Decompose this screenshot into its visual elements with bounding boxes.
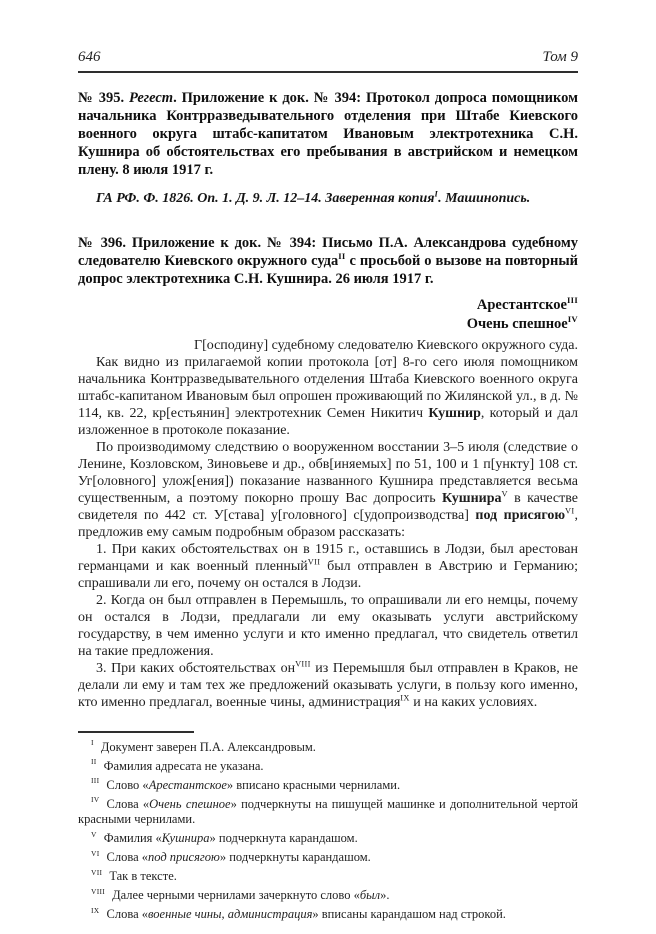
- text-segment: № 396. Приложение к док. № 394: Письмо П.А. Александрова судебному следователю Киевского окружного суда: [78, 235, 578, 269]
- footnote-marker: VII: [91, 867, 103, 877]
- text-segment: 2. Когда он был отправлен в Перемышль, то опрашивали ли его немцы, почему он остался в Лодзи, предлагали ли ему оказывать услуги австрийскому государству, в чем именно услуги и кто именно предлагал, что свидетель ответил на такие предложения.: [78, 593, 578, 659]
- text-segment: » вписаны карандашом над строкой.: [312, 907, 506, 921]
- body-paragraph: [78, 541, 578, 592]
- volume-label: Том 9: [542, 49, 578, 65]
- text-segment: из Перемышля был отправлен в Краков, не делали ли ему и там тех же предложений оказывать услуги, в пользу кого именно, кто именно предлагал, военные чины, администрация: [78, 661, 578, 710]
- text-segment: Слова «: [106, 907, 149, 921]
- running-head: [78, 48, 578, 66]
- text-segment: Регест: [128, 90, 174, 106]
- footnote: [78, 850, 578, 866]
- footnote-ref: I: [434, 189, 439, 199]
- footnote-ref: V: [501, 489, 508, 499]
- text-segment: с просьбой о вызове на повторный допрос электротехника С.Н. Кушнира. 26 июля 1917 г.: [78, 253, 578, 287]
- text-segment: Кушнир: [428, 406, 481, 421]
- text-segment: По производимому следствию о вооруженном восстании 3–5 июля (следствие о Ленине, Козловском, Зиновьеве и др., обв[иняемых] по 51, 100 и 1 п[ункту] 108 ст. Уг[оловного] улож[ения]) показание названного Кушнира представляется весьма существенным, а поэтому покорно прошу Вас допросить: [78, 440, 578, 506]
- text-segment: 3. При каких обстоятельствах он: [96, 661, 296, 676]
- footnote: [78, 740, 578, 756]
- doc-395-entry: [78, 89, 578, 207]
- footnote: [78, 831, 578, 847]
- doc-395-title: [78, 89, 578, 179]
- text-segment: Документ заверен П.А. Александровым.: [100, 739, 316, 754]
- text-segment: , который и дал изложенное в протоколе показание.: [78, 406, 578, 438]
- body-paragraph: [78, 660, 578, 711]
- footnote-marker: III: [91, 776, 100, 786]
- footnote-ref: III: [566, 295, 578, 306]
- text-segment: в качестве свидетеля по 442 ст. У[става] у[головного] с[удопроизводства]: [78, 491, 578, 523]
- text-segment: Очень спешное: [149, 796, 231, 811]
- body-paragraph: [78, 337, 578, 354]
- text-segment: Слово «: [106, 777, 149, 792]
- text-segment: военные чины, администрация: [148, 907, 313, 921]
- footnote: [78, 907, 578, 923]
- text-segment: 1. При каких обстоятельствах он в 1915 г., оставшись в Лодзи, был арестован германцами и как военный пленный: [78, 542, 578, 574]
- body-paragraph: [78, 354, 578, 439]
- footnote-marker: I: [91, 738, 94, 748]
- stamp-line: [78, 296, 578, 315]
- text-segment: Слова «: [106, 850, 149, 864]
- footnote-marker: V: [91, 829, 97, 839]
- text-segment: » подчеркнуты карандашом.: [219, 850, 371, 864]
- text-segment: Далее черными чернилами зачеркнуто слово «: [112, 888, 360, 902]
- footnote-marker: II: [91, 757, 97, 767]
- footnote: [78, 759, 578, 775]
- footnote-marker: IV: [91, 795, 100, 805]
- text-segment: ».: [380, 888, 390, 902]
- footnote-ref: IX: [400, 693, 410, 703]
- text-segment: Фамилия адресата не указана.: [103, 758, 264, 773]
- doc-396-entry: [78, 234, 578, 711]
- text-segment: под присягою: [148, 850, 220, 864]
- text-segment: Кушнира: [441, 491, 502, 506]
- text-segment: . Машинопись.: [438, 191, 531, 206]
- footnotes-list: [78, 740, 578, 923]
- text-segment: под присягою: [475, 508, 566, 523]
- text-segment: Так в тексте.: [109, 869, 177, 883]
- body-paragraph: [78, 592, 578, 660]
- text-segment: и на каких условиях.: [409, 695, 538, 710]
- letter-body: [78, 337, 578, 711]
- text-segment: . Приложение к док. № 394: Протокол допроса помощником начальника Контрразведывательного отделения при Штабе Киевского военного округа штабс-капитатом Ивановым электротехника С.Н. Кушнира об обстоятельствах его пребывания в австрийском и немецком плену. 8 июля 1917 г.: [78, 90, 579, 178]
- footnote: [78, 797, 578, 828]
- text-segment: был отправлен в Австрию и Германию; спрашивали ли его, почему он остался в Лодзи.: [78, 559, 579, 591]
- text-segment: Очень спешное: [466, 316, 568, 332]
- text-segment: Кушнира: [161, 831, 210, 845]
- text-segment: Арестантское: [476, 297, 567, 313]
- text-segment: Слова «: [106, 796, 150, 811]
- footnote: [78, 869, 578, 885]
- doc-395-archive-ref: [78, 190, 578, 207]
- text-segment: ГА РФ. Ф. 1826. Оп. 1. Д. 9. Л. 12–14. Заверенная копия: [96, 191, 435, 206]
- text-segment: Г[осподину] судебному следователю Киевского окружного суда.: [193, 338, 578, 353]
- text-segment: Как видно из прилагаемой копии протокола [от] 8-го сего июля помощником начальника Контрразведывательного отделения Штаба Киевского военного округа штабс-капитаном Ивановым был опрошен проживающий по Жилянской ул., в д. № 114, кв. 22, кр[естьянин] электротехник Семен Никитич: [78, 355, 578, 421]
- doc-396-title: [78, 234, 578, 288]
- text-segment: » подчеркнуты на пишущей машинке и дополнительной чертой красными чернилами.: [78, 796, 578, 826]
- text-segment: был: [359, 888, 381, 902]
- footnote-ref: VI: [565, 506, 575, 516]
- header-rule: [78, 71, 578, 73]
- stamp-line: [78, 315, 578, 334]
- text-segment: » вписано красными чернилами.: [226, 777, 401, 792]
- stamps-block: [78, 296, 578, 334]
- text-segment: № 395.: [78, 90, 129, 106]
- footnote-ref: IV: [567, 314, 578, 325]
- page-number: 646: [78, 49, 101, 65]
- footnote-ref: VII: [307, 557, 321, 567]
- footnote-marker: VI: [91, 848, 100, 858]
- footnote-marker: IX: [91, 905, 100, 915]
- body-paragraph: [78, 439, 578, 541]
- footnote: [78, 888, 578, 904]
- text-segment: , предложив ему самым подробным образом рассказать:: [78, 508, 578, 540]
- footnote-separator: [78, 731, 194, 733]
- footnote-ref: II: [338, 251, 346, 262]
- text-segment: Арестантское: [148, 777, 227, 792]
- footnotes-section: [78, 731, 578, 923]
- text-segment: Фамилия «: [103, 831, 162, 845]
- footnote-ref: VIII: [295, 659, 311, 669]
- text-segment: » подчеркнута карандашом.: [209, 831, 358, 845]
- footnote: [78, 778, 578, 794]
- footnote-marker: VIII: [91, 886, 106, 896]
